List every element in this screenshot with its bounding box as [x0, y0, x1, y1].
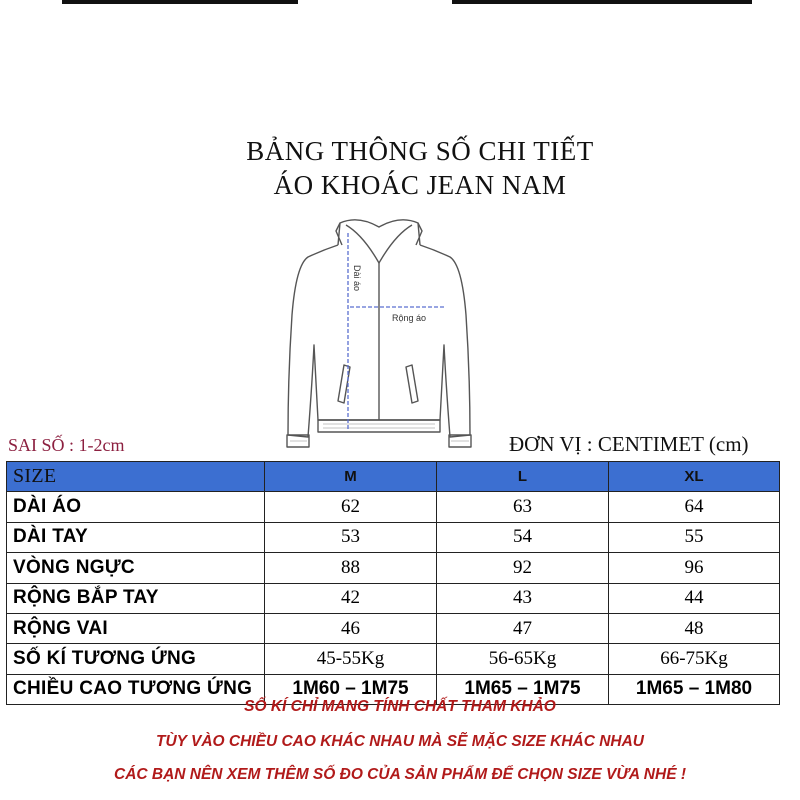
cell-m: 42 [265, 583, 437, 613]
cell-m: 88 [265, 553, 437, 583]
cell-l: 1M65 – 1M75 [437, 674, 609, 704]
row-label: VÒNG NGỰC [7, 553, 265, 583]
cell-m: 62 [265, 492, 437, 522]
cell-l: 56-65Kg [437, 644, 609, 674]
row-label: DÀI TAY [7, 522, 265, 552]
top-border-left [62, 0, 298, 4]
jacket-diagram [278, 205, 488, 460]
cell-m: 46 [265, 613, 437, 643]
width-label: Rộng áo [392, 313, 427, 323]
page-subtitle: ÁO KHOÁC JEAN NAM [273, 170, 567, 200]
table-row [7, 553, 780, 583]
page-title: BẢNG THÔNG SỐ CHI TIẾT [246, 136, 594, 166]
jacket-collar [338, 220, 420, 245]
right-pocket [406, 365, 418, 403]
length-label: Dài áo [352, 265, 362, 292]
row-label: RỘNG VAI [7, 613, 265, 643]
row-label: CHIỀU CAO TƯƠNG ỨNG [7, 674, 265, 704]
cell-l: 47 [437, 613, 609, 643]
cell-xl: 64 [609, 492, 780, 522]
size-table [6, 461, 780, 705]
table-row [7, 492, 780, 522]
tolerance-note: SAI SỐ : 1-2cm [8, 435, 125, 455]
top-border-right [452, 0, 752, 4]
table-header-row [7, 462, 780, 492]
row-label: SỐ KÍ TƯƠNG ỨNG [7, 644, 265, 674]
cell-m: 1M60 – 1M75 [265, 674, 437, 704]
cell-xl: 48 [609, 613, 780, 643]
cell-l: 54 [437, 522, 609, 552]
cell-l: 92 [437, 553, 609, 583]
cell-m: 53 [265, 522, 437, 552]
table-row [7, 522, 780, 552]
note-height-size: TÙY VÀO CHIỀU CAO KHÁC NHAU MÀ SẼ MẶC SIZE KHÁC NHAU [156, 733, 644, 750]
cell-xl: 55 [609, 522, 780, 552]
table-row [7, 613, 780, 643]
header-xl: XL [609, 462, 780, 492]
cell-xl: 1M65 – 1M80 [609, 674, 780, 704]
cell-m: 45-55Kg [265, 644, 437, 674]
hem-band [318, 420, 440, 432]
cell-l: 63 [437, 492, 609, 522]
row-label: RỘNG BẮP TAY [7, 583, 265, 613]
header-l: L [437, 462, 609, 492]
row-label: DÀI ÁO [7, 492, 265, 522]
note-check-measurements: CÁC BẠN NÊN XEM THÊM SỐ ĐO CỦA SẢN PHẨM ĐỂ CHỌN SIZE VỪA NHÉ ! [114, 766, 686, 783]
header-size: SIZE [7, 462, 265, 492]
note-reference-weight: SỐ KÍ CHỈ MANG TÍNH CHẤT THAM KHẢO [244, 698, 556, 715]
table-row [7, 644, 780, 674]
header-m: M [265, 462, 437, 492]
table-row [7, 583, 780, 613]
unit-note: ĐƠN VỊ : CENTIMET (cm) [509, 432, 749, 456]
cell-xl: 66-75Kg [609, 644, 780, 674]
cell-xl: 96 [609, 553, 780, 583]
cell-xl: 44 [609, 583, 780, 613]
cell-l: 43 [437, 583, 609, 613]
